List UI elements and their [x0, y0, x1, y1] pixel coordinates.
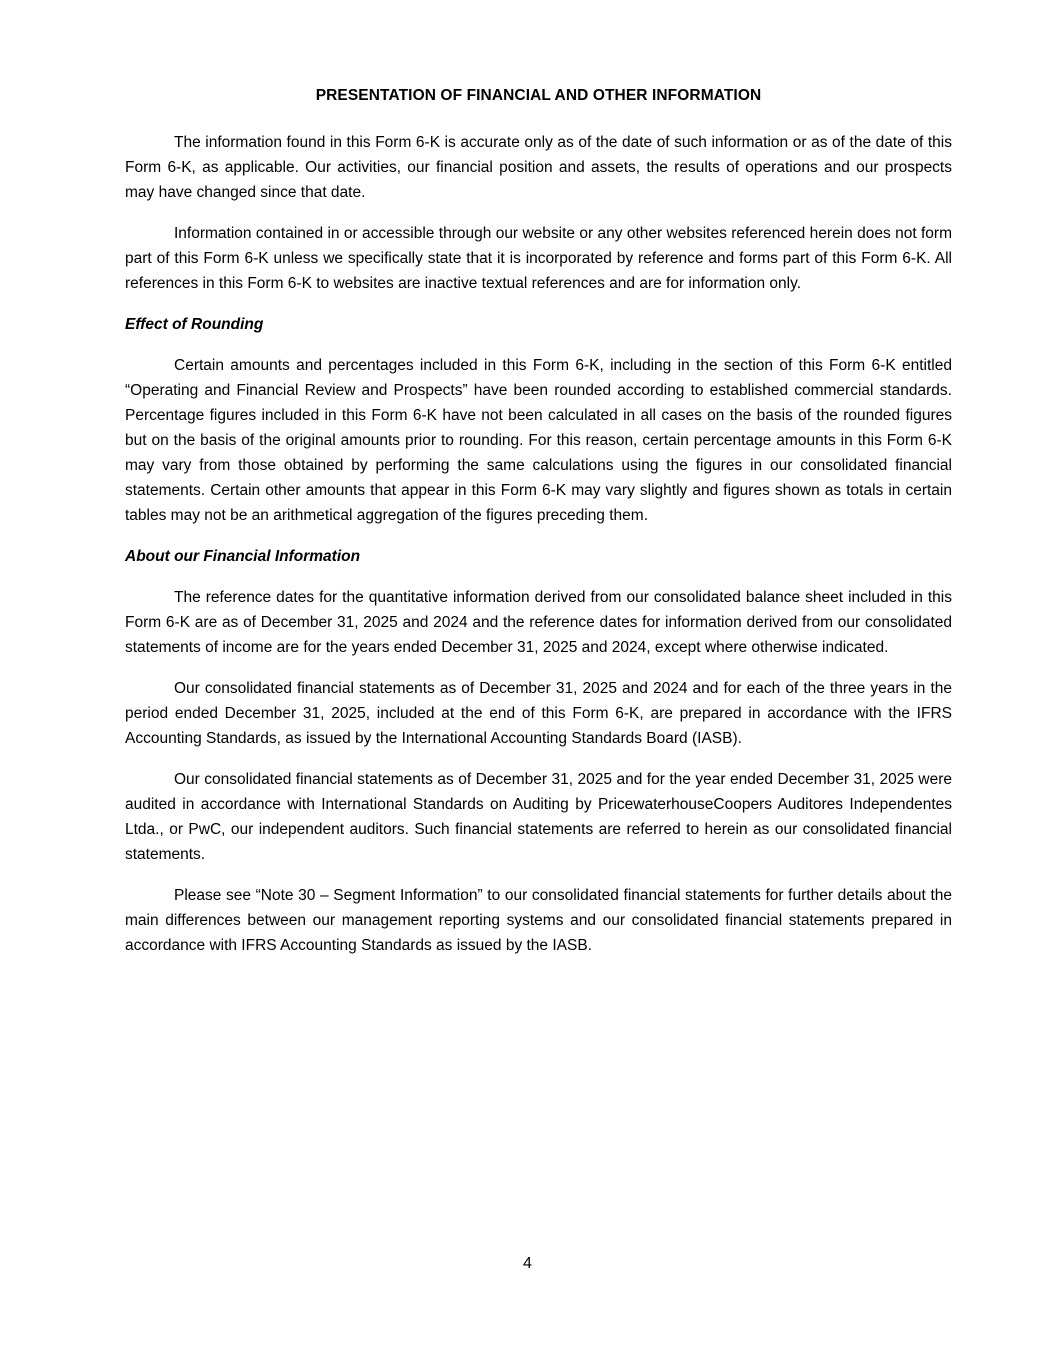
heading-about-financial-information: About our Financial Information — [125, 548, 361, 565]
paragraph-accuracy-of-information: The information found in this Form 6-K is accurate only as of the date of such information or as of the date of this Form 6-K, as applicable. Our activities, our financial position and assets, the results of operations and our prospects may have changed since that date. — [125, 134, 952, 201]
paragraph-rounding-details: Certain amounts and percentages included in this Form 6-K, including in the section of this Form 6-K entitled “Operating and Financial Review and Prospects” have been rounded according to established commercial standards. Percentage figures included in this Form 6-K have not been calculated in all cases on the basis of the rounded figures but on the basis of the original amounts prior to rounding. For this reason, certain percentage amounts in this Form 6-K may vary from those obtained by performing the same calculations using the figures in our consolidated financial statements. Certain other amounts that appear in this Form 6-K may vary slightly and figures shown as totals in certain tables may not be an arithmetical aggregation of the figures preceding them. — [125, 357, 952, 524]
paragraph-ifrs-standards: Our consolidated financial statements as of December 31, 2025 and 2024 and for each of the three years in the period ended December 31, 2025, included at the end of this Form 6-K, are prepared in accordance with the IFRS Accounting Standards, as issued by the International Accounting Standards Board (IASB). — [125, 680, 952, 747]
page-number: 4 — [523, 1255, 532, 1272]
document-title: PRESENTATION OF FINANCIAL AND OTHER INFORMATION — [315, 87, 762, 104]
heading-effect-of-rounding: Effect of Rounding — [125, 316, 264, 333]
paragraph-reference-dates: The reference dates for the quantitative information derived from our consolidated balance sheet included in this Form 6-K are as of December 31, 2025 and 2024 and the reference dates for information derived from our consolidated statements of income are for the years ended December 31, 2025 and 2024, except where otherwise indicated. — [125, 589, 952, 656]
paragraph-website-references: Information contained in or accessible through our website or any other websites referenced herein does not form part of this Form 6-K unless we specifically state that it is incorporated by reference and forms part of this Form 6-K. All references in this Form 6-K to websites are inactive textual references and are for information only. — [125, 225, 952, 292]
paragraph-note-30-segment-information: Please see “Note 30 – Segment Information” to our consolidated financial statements for further details about the main differences between our management reporting systems and our consolidated financial statements prepared in accordance with IFRS Accounting Standards as issued by the IASB. — [125, 887, 952, 954]
paragraph-audit-pwc: Our consolidated financial statements as of December 31, 2025 and for the year ended December 31, 2025 were audited in accordance with International Standards on Auditing by PricewaterhouseCoopers Auditores Independentes Ltda., or PwC, our independent auditors. Such financial statements are referred to herein as our consolidated financial statements. — [125, 771, 952, 863]
